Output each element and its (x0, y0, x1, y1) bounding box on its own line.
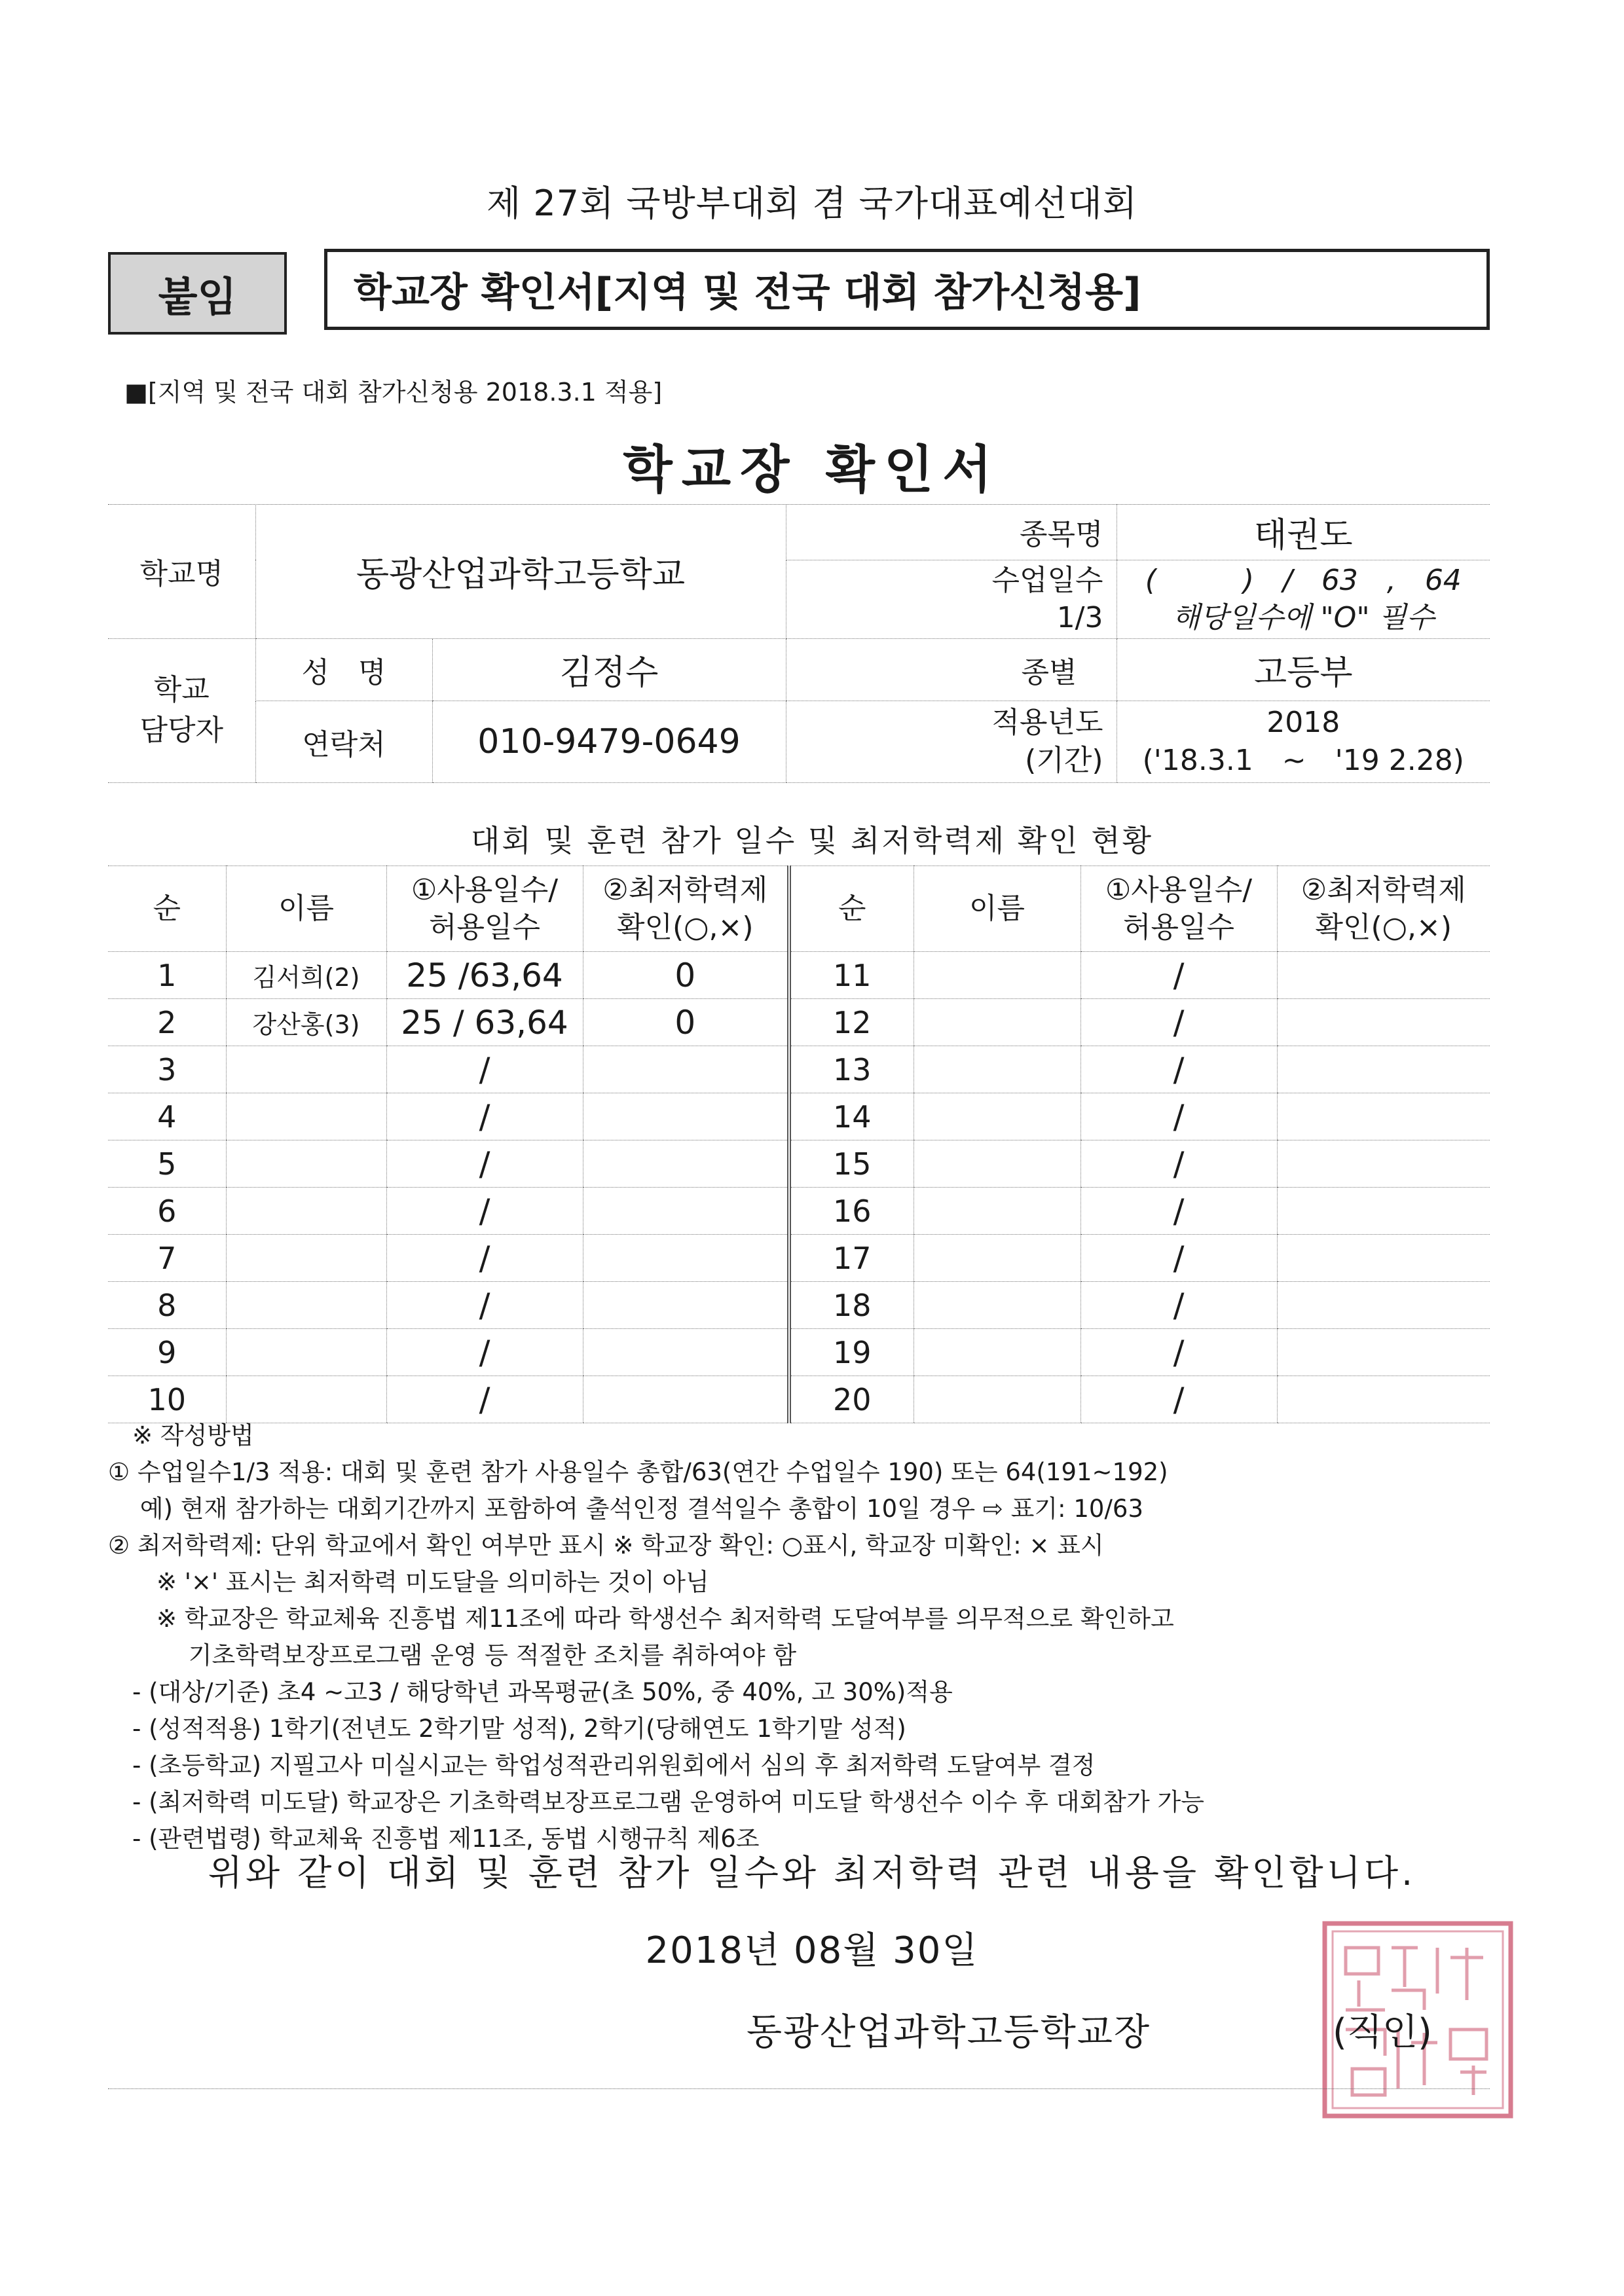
days-label-line1: 수업일수 (991, 563, 1103, 597)
class-label: 종별 (786, 638, 1116, 701)
row-name (913, 1235, 1080, 1282)
row-name (226, 1376, 386, 1423)
table-row (108, 1235, 1490, 1282)
row-check (1277, 1046, 1490, 1093)
instructions (108, 1417, 1496, 1857)
row-no: 10 (108, 1376, 226, 1423)
row-name: 김서희(2) (226, 952, 386, 999)
table-row (108, 952, 1490, 999)
row-check (583, 1329, 789, 1376)
row-no: 6 (108, 1188, 226, 1235)
year-label (786, 701, 1116, 782)
year-label-line2: (기간) (1025, 743, 1103, 777)
manager-label (108, 638, 255, 782)
row-check (1277, 1235, 1490, 1282)
event-title: 제 27회 국방부대회 겸 국가대표예선대회 (487, 183, 1137, 224)
name-value: 김정수 (432, 638, 786, 701)
row-days: / (1080, 1046, 1277, 1093)
row-no: 1 (108, 952, 226, 999)
row-check (583, 1282, 789, 1329)
table-row (108, 1046, 1490, 1093)
header-check-right-line1: ②최저학력제 (1301, 873, 1466, 907)
note-line: - (초등학교) 지필고사 미실시교는 학업성적관리위원회에서 심의 후 최저학력 도달여부 결정 (108, 1751, 1096, 1779)
contact-label: 연락처 (255, 701, 432, 782)
header-check (583, 866, 789, 952)
row-days: / (1080, 999, 1277, 1046)
row-days: / (386, 1282, 583, 1329)
row-days: / (1080, 1376, 1277, 1423)
header-name-right: 이름 (913, 866, 1080, 952)
row-days: / (1080, 1235, 1277, 1282)
row-name (913, 1093, 1080, 1140)
year-value-line2: ('18.3.1 ~ '19 2.28) (1142, 743, 1464, 777)
days-label (786, 560, 1116, 638)
header-days-right-line2: 허용일수 (1122, 911, 1234, 944)
row-check (1277, 1282, 1490, 1329)
name-label: 성 명 (255, 638, 432, 701)
note-line: ② 최저학력제: 단위 학교에서 확인 여부만 표시 ※ 학교장 확인: ○표시, 학교장 미확인: × 표시 (108, 1531, 1104, 1559)
row-no: 11 (789, 952, 913, 999)
row-no: 5 (108, 1140, 226, 1188)
row-days: / (386, 1188, 583, 1235)
row-name (913, 1046, 1080, 1093)
row-no: 17 (789, 1235, 913, 1282)
divider (108, 2088, 1490, 2089)
row-no: 13 (789, 1046, 913, 1093)
row-name (226, 1140, 386, 1188)
doc-title: 학교장 확인서 (623, 441, 1001, 500)
days-value (1116, 560, 1490, 638)
row-days: / (1080, 1093, 1277, 1140)
row-days: / (1080, 952, 1277, 999)
row-name (913, 1376, 1080, 1423)
row-name (913, 1282, 1080, 1329)
note-line: ① 수업일수1/3 적용: 대회 및 훈련 참가 사용일수 총합/63(연간 수업일수 190) 또는 64(191~192) (108, 1458, 1168, 1486)
note-line: - (관련법령) 학교체육 진흥법 제11조, 동법 시행규칙 제6조 (108, 1825, 760, 1853)
row-name (913, 1329, 1080, 1376)
row-name (913, 1140, 1080, 1188)
row-check (583, 1140, 789, 1188)
table-row (108, 1282, 1490, 1329)
manager-label-line1: 학교 (153, 673, 210, 707)
header-no-right: 순 (789, 866, 913, 952)
table-row (108, 1329, 1490, 1376)
row-days: / (386, 1046, 583, 1093)
row-check (583, 1046, 789, 1093)
row-no: 4 (108, 1093, 226, 1140)
row-no: 14 (789, 1093, 913, 1140)
note-line: 기초학력보장프로그램 운영 등 적절한 조치를 취하여야 함 (108, 1641, 797, 1669)
row-no: 16 (789, 1188, 913, 1235)
row-days: 25 / 63,64 (386, 999, 583, 1046)
days-value-line1: ( ) / 63 , 64 (1145, 563, 1462, 597)
row-days: / (1080, 1282, 1277, 1329)
row-name (226, 1093, 386, 1140)
row-no: 15 (789, 1140, 913, 1188)
row-no: 20 (789, 1376, 913, 1423)
row-check (583, 1093, 789, 1140)
row-no: 2 (108, 999, 226, 1046)
note-line: - (최저학력 미도달) 학교장은 기초학력보장프로그램 운영하여 미도달 학생선수 이수 후 대회참가 가능 (108, 1788, 1205, 1816)
header-no: 순 (108, 866, 226, 952)
year-label-line1: 적용년도 (991, 706, 1103, 740)
row-name (226, 1046, 386, 1093)
row-check: 0 (583, 952, 789, 999)
row-no: 19 (789, 1329, 913, 1376)
row-no: 8 (108, 1282, 226, 1329)
contact-value: 010-9479-0649 (432, 701, 786, 782)
row-check (583, 1188, 789, 1235)
manager-label-line2: 담당자 (139, 714, 223, 747)
row-days: / (386, 1093, 583, 1140)
school-label: 학교명 (108, 504, 255, 638)
row-check: 0 (583, 999, 789, 1046)
row-name: 강산홍(3) (226, 999, 386, 1046)
row-days: / (386, 1376, 583, 1423)
row-check (1277, 1140, 1490, 1188)
row-check (583, 1235, 789, 1282)
header-days-line2: 허용일수 (428, 911, 540, 944)
row-days: / (386, 1140, 583, 1188)
row-check (1277, 952, 1490, 999)
doc-note: ■[지역 및 전국 대회 참가신청용 2018.3.1 적용] (124, 378, 663, 407)
row-no: 9 (108, 1329, 226, 1376)
row-name (226, 1329, 386, 1376)
row-days: / (1080, 1188, 1277, 1235)
row-name (226, 1188, 386, 1235)
row-name (226, 1235, 386, 1282)
note-line: - (성적적용) 1학기(전년도 2학기말 성적), 2학기(당해연도 1학기말 성적) (108, 1715, 906, 1743)
note-line: 예) 현재 참가하는 대회기간까지 포함하여 출석인정 결석일수 총합이 10일 경우 ⇨ 표기: 10/63 (108, 1495, 1143, 1523)
table-row (108, 1188, 1490, 1235)
days-value-line2: 해당일수에 "O" 필수 (1172, 601, 1435, 634)
sport-label: 종목명 (786, 504, 1116, 560)
header-days (386, 866, 583, 952)
seal-label: (직인) (1333, 2011, 1432, 2054)
note-line: ※ 학교장은 학교체육 진흥법 제11조에 따라 학생선수 최저학력 도달여부를 의무적으로 확인하고 (108, 1605, 1174, 1633)
row-name (913, 952, 1080, 999)
note-line: ※ '×' 표시는 최저학력 미도달을 의미하는 것이 아님 (108, 1568, 709, 1596)
header-name: 이름 (226, 866, 386, 952)
note-line: - (대상/기준) 초4 ~고3 / 해당학년 과목평균(초 50%, 중 40%, 고 30%)적용 (108, 1678, 953, 1706)
row-days: 25 /63,64 (386, 952, 583, 999)
row-check (1277, 1376, 1490, 1423)
note-line: ※ 작성방법 (108, 1421, 254, 1449)
table-row (108, 999, 1490, 1046)
issue-date: 2018년 08월 30일 (645, 1929, 979, 1972)
header-check-right-line2: 확인(○,×) (1315, 911, 1452, 944)
row-check (583, 1376, 789, 1423)
year-value-line1: 2018 (1266, 706, 1340, 740)
row-name (913, 999, 1080, 1046)
attach-label: 붙임 (108, 252, 287, 335)
row-days: / (1080, 1140, 1277, 1188)
days-label-line2: 1/3 (1056, 601, 1103, 634)
sport-value: 태권도 (1116, 504, 1490, 560)
row-check (1277, 1093, 1490, 1140)
row-no: 12 (789, 999, 913, 1046)
row-days: / (386, 1329, 583, 1376)
row-no: 3 (108, 1046, 226, 1093)
header-days-right-line1: ①사용일수/ (1105, 873, 1253, 907)
row-no: 18 (789, 1282, 913, 1329)
row-check (1277, 999, 1490, 1046)
participation-table (108, 866, 1490, 1423)
attach-title: 학교장 확인서[지역 및 전국 대회 참가신청용] (324, 249, 1490, 330)
header-days-line1: ①사용일수/ (411, 873, 559, 907)
signer-name: 동광산업과학고등학교장 (747, 2011, 1151, 2054)
row-days: / (386, 1235, 583, 1282)
row-no: 7 (108, 1235, 226, 1282)
header-days-right (1080, 866, 1277, 952)
row-check (1277, 1329, 1490, 1376)
table-row (108, 1376, 1490, 1423)
confirm-statement: 위와 같이 대회 및 훈련 참가 일수와 최저학력 관련 내용을 확인합니다. (208, 1852, 1416, 1893)
table-row (108, 1140, 1490, 1188)
row-name (226, 1282, 386, 1329)
year-value (1116, 701, 1490, 782)
info-table (108, 504, 1490, 783)
header-check-right (1277, 866, 1490, 952)
row-days: / (1080, 1329, 1277, 1376)
row-check (1277, 1188, 1490, 1235)
table-row (108, 1093, 1490, 1140)
header-check-line1: ②최저학력제 (602, 873, 768, 907)
school-value: 동광산업과학고등학교 (255, 504, 786, 638)
row-name (913, 1188, 1080, 1235)
section-title: 대회 및 훈련 참가 일수 및 최저학력제 확인 현황 (470, 823, 1154, 858)
class-value: 고등부 (1116, 638, 1490, 701)
header-check-line2: 확인(○,×) (616, 911, 754, 944)
